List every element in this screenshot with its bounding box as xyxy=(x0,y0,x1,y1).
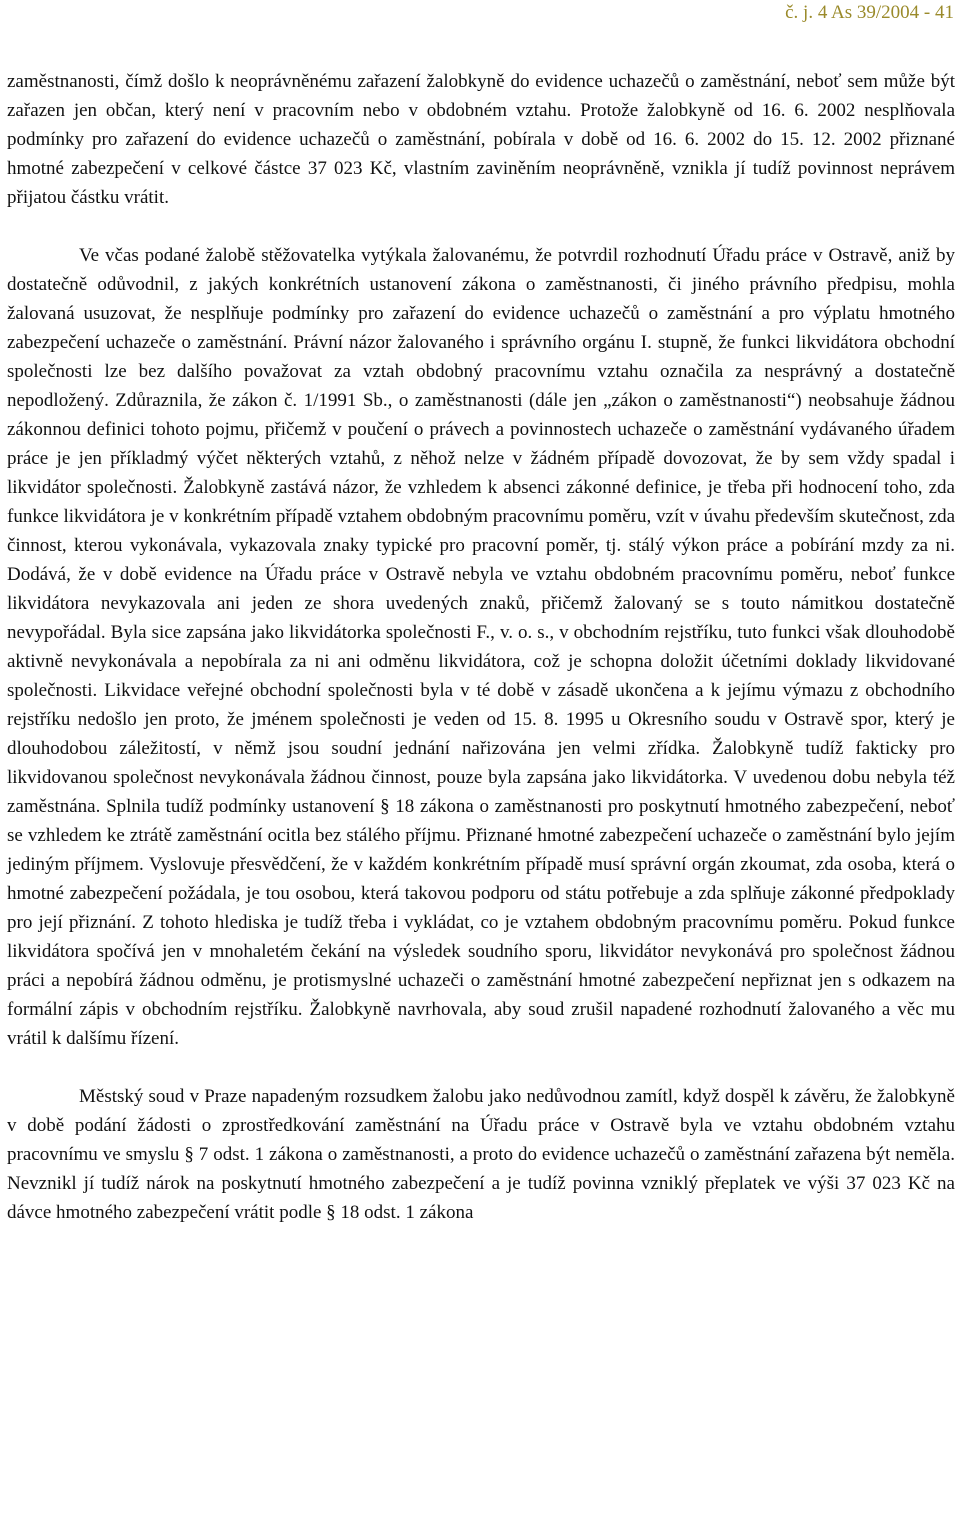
case-number-header: č. j. 4 As 39/2004 - 41 xyxy=(785,2,954,23)
paragraph-complaint: Ve včas podané žalobě stěžovatelka vytýkala žalovanému, že potvrdil rozhodnutí Úřadu práce v Ostravě, aniž by dostatečně odůvodnil, z jakých konkrétních ustanovení zákona o zaměstnanosti, či jiného právního předpisu, mohla žalovaná usuzovat, že nesplňuje podmínky pro zařazení do evidence uchazečů o zaměstnání a pro výplatu hmotného zabezpečení uchazeče o zaměstnání. Právní názor žalovaného i správního orgánu I. stupně, že funkci likvidátora obchodní společnosti lze bez dalšího považovat za vztah obdobný pracovnímu vztahu označila za nesprávný a dostatečně nepodložený. Zdůraznila, že zákon č. 1/1991 Sb., o zaměstnanosti (dále jen „zákon o zaměstnanosti“) neobsahuje žádnou zákonnou definici tohoto pojmu, přičemž v poučení o právech a povinnostech uchazeče o zaměstnání vydávaného úřadem práce je jen příkladmý výčet některých vztahů, z něhož nelze v žádném případě dovozovat, že by sem vždy spadal i likvidátor společnosti. Žalobkyně zastává názor, že vzhledem k absenci zákonné definice, je třeba při hodnocení toho, zda funkce likvidátora je v konkrétním případě vztahem obdobným pracovnímu poměru, vzít v úvahu především skutečnost, zda činnost, kterou vykonávala, vykazovala znaky typické pro pracovní poměr, tj. stálý výkon práce a pobírání mzdy za ni. Dodává, že v době evidence na Úřadu práce v Ostravě nebyla ve vztahu obdobném pracovnímu poměru, neboť funkce likvidátora nevykazovala ani jeden ze shora uvedených znaků, přičemž žalovaný se s touto námitkou dostatečně nevypořádal. Byla sice zapsána jako likvidátorka společnosti F., v. o. s., v obchodním rejstříku, tuto funkci však dlouhodobě aktivně nevykonávala a nepobírala za ni ani odměnu likvidátora, což je schopna doložit účetními doklady likvidované společnosti. Likvidace veřejné obchodní společnosti byla v té době v zásadě ukončena a k jejímu výmazu z obchodního rejstříku nedošlo jen proto, že jménem společnosti je veden od 15. 8. 1995 u Okresního soudu v Ostravě spor, který je dlouhodobou záležitostí, v němž jsou soudní jednání nařizována jen velmi zřídka. Žalobkyně tudíž fakticky pro likvidovanou společnost nevykonávala žádnou činnost, pouze byla zapsána jako likvidátorka. V uvedenou dobu nebyla též zaměstnána. Splnila tudíž podmínky ustanovení § 18 zákona o zaměstnanosti pro poskytnutí hmotného zabezpečení, neboť se vzhledem ke ztrátě zaměstnání ocitla bez stálého příjmu. Přiznané hmotné zabezpečení uchazeče o zaměstnání bylo jejím jediným příjmem. Vyslovuje přesvědčení, že v každém konkrétním případě musí správní orgán zkoumat, zda osoba, která o hmotné zabezpečení požádala, je tou osobou, která takovou podporu od státu potřebuje a zda splňuje zákonné předpoklady pro její přiznání. Z tohoto hlediska je tudíž třeba i vykládat, co je vztahem obdobným pracovnímu poměru. Pokud funkce likvidátora spočívá jen v mnohaletém čekání na výsledek soudního sporu, likvidátor nevykonává pro společnost žádnou práci a nepobírá žádnou odměnu, je protismyslné uchazeči o zaměstnání hmotné zabezpečení nepřiznat jen s odkazem na formální zápis v obchodním rejstříku. Žalobkyně navrhovala, aby soud zrušil napadené rozhodnutí žalovaného a věc mu vrátil k dalšímu řízení. xyxy=(7,245,955,1049)
paragraph-continuation: zaměstnanosti, čímž došlo k neoprávněnému zařazení žalobkyně do evidence uchazečů o zaměstnání, neboť sem může být zařazen jen občan, který není v pracovním nebo v obdobném vztahu. Protože žalobkyně od 16. 6. 2002 nesplňovala podmínky pro zařazení do evidence uchazečů o zaměstnání, pobírala v době od 16. 6. 2002 do 15. 12. 2002 přiznané hmotné zabezpečení v celkové částce 37 023 Kč, vlastním zaviněním neoprávněně, vznikla jí tudíž povinnost neprávem přijatou částku vrátit. xyxy=(7,71,955,208)
paragraph-gap xyxy=(7,1053,955,1082)
paragraph-gap xyxy=(7,212,955,241)
paragraph-court-ruling: Městský soud v Praze napadeným rozsudkem žalobu jako nedůvodnou zamítl, když dospěl k závěru, že žalobkyně v době podání žádosti o zprostředkování zaměstnání na Úřadu práce v Ostravě byla ve vztahu obdobném vztahu pracovnímu ve smyslu § 7 odst. 1 zákona o zaměstnanosti, a proto do evidence uchazečů o zaměstnání zařazena být neměla. Nevznikl jí tudíž nárok na poskytnutí hmotného zabezpečení a je tudíž povinna vzniklý přeplatek ve výši 37 023 Kč na dávce hmotného zabezpečení vrátit podle § 18 odst. 1 zákona xyxy=(7,1086,955,1223)
document-body xyxy=(7,67,955,1227)
